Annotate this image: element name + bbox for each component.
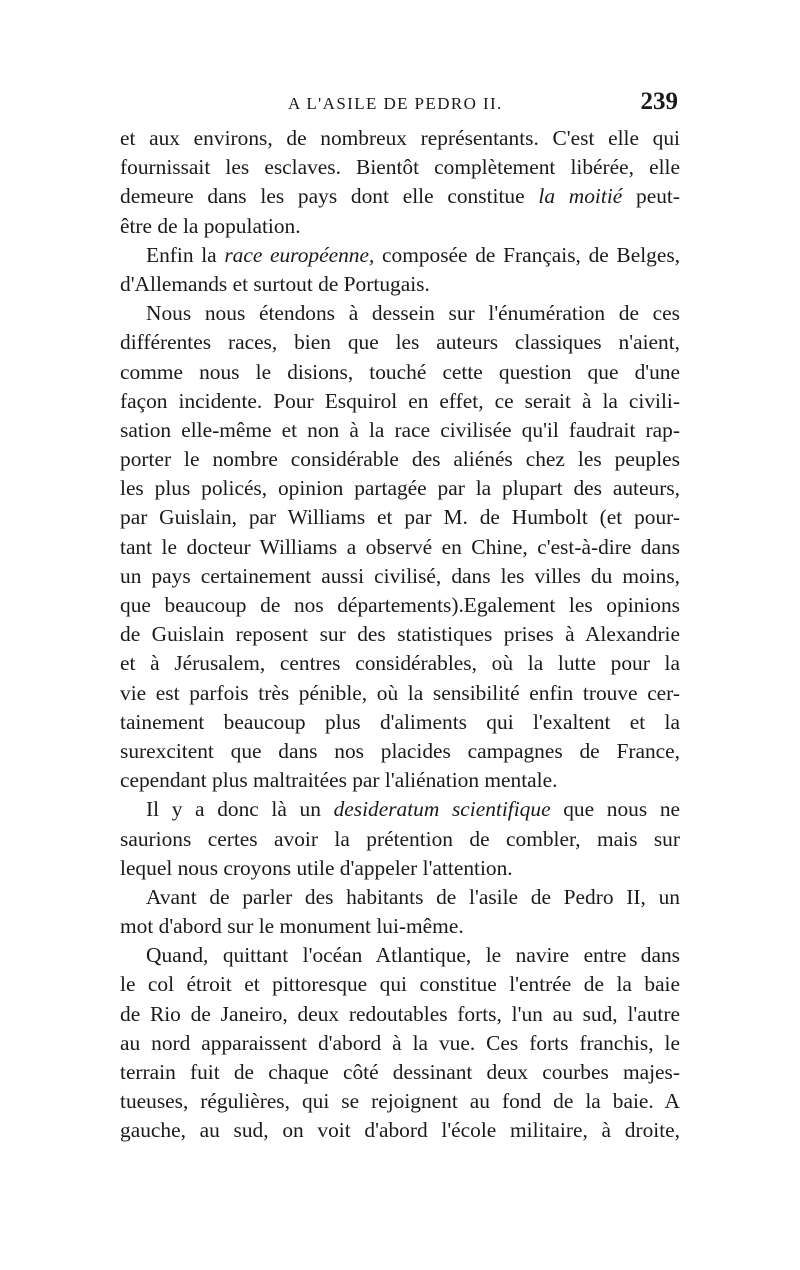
text-run: demeure dans les pays dont elle constitue — [120, 184, 539, 209]
text-run: différentes races, bien que les auteurs classiques n'aient, — [120, 330, 680, 355]
text-run: lequel nous croyons utile d'appeler l'attention. — [120, 855, 513, 880]
text-run: Enfin la — [146, 242, 225, 267]
text-run: et aux environs, de nombreux représentants. C'est elle qui — [120, 126, 680, 150]
text-line — [120, 620, 680, 649]
text-run: fournissait les esclaves. Bientôt complètement libérée, elle — [120, 155, 680, 180]
text-run: par Guislain, par Williams et par M. de Humbolt (et pour- — [120, 505, 680, 530]
text-run: tant le docteur Williams a observé en Chine, c'est-à-dire dans — [120, 534, 680, 559]
text-run: sation elle-même et non à la race civilisée qu'il faudrait rap- — [120, 417, 680, 442]
text-run: gauche, au sud, on voit d'abord l'école militaire, à droite, — [120, 1118, 680, 1143]
italic-run: la moitié — [538, 184, 623, 209]
text-line — [120, 182, 680, 211]
text-line — [120, 679, 680, 708]
text-run: tainement beaucoup plus d'aliments qui l'exaltent et la — [120, 709, 680, 734]
text-line — [120, 912, 680, 941]
text-run: façon incidente. Pour Esquirol en effet, ce serait à la civili- — [120, 388, 680, 413]
text-line — [120, 1058, 680, 1087]
text-run: d'Allemands et surtout de Portugais. — [120, 271, 430, 296]
text-line — [120, 766, 680, 795]
text-line — [120, 387, 680, 416]
running-title: A L'ASILE DE PEDRO II. — [288, 94, 503, 113]
text-line — [120, 416, 680, 445]
text-run: terrain fuit de chaque côté dessinant deux courbes majes- — [120, 1060, 680, 1084]
text-line — [120, 1087, 680, 1116]
text-line — [120, 1000, 680, 1029]
text-line — [120, 241, 680, 270]
text-run: surexcitent que dans nos placides campagnes de France, — [120, 738, 680, 763]
text-line — [120, 883, 680, 912]
text-run: les plus policés, opinion partagée par la plupart des auteurs, — [120, 476, 680, 501]
italic-run: desideratum scientifique — [333, 797, 551, 822]
text-line — [120, 299, 680, 328]
text-line — [120, 533, 680, 562]
text-line — [120, 1116, 680, 1145]
text-line — [120, 328, 680, 357]
text-run: un pays certainement aussi civilisé, dans les villes du moins, — [120, 563, 680, 588]
text-line — [120, 562, 680, 591]
text-run: Nous nous étendons à dessein sur l'énumération de ces — [146, 301, 680, 326]
text-run: Quand, quittant l'océan Atlantique, le navire entre dans — [146, 943, 680, 968]
text-line — [120, 503, 680, 532]
text-run: saurions certes avoir la prétention de combler, mais sur — [120, 826, 680, 851]
text-run: Avant de parler des habitants de l'asile de Pedro II, un — [146, 884, 680, 909]
text-line — [120, 737, 680, 766]
text-run: que nous ne — [550, 797, 680, 822]
text-line — [120, 591, 680, 620]
text-run: comme nous le disions, touché cette question que d'une — [120, 359, 680, 384]
text-line — [120, 708, 680, 737]
italic-run: race européenne, — [224, 242, 375, 267]
text-line — [120, 358, 680, 387]
page-number: 239 — [640, 88, 678, 115]
text-run: le col étroit et pittoresque qui constitue l'entrée de la baie — [120, 972, 680, 997]
text-line — [120, 212, 680, 241]
text-line — [120, 153, 680, 182]
text-line — [120, 270, 680, 299]
text-line — [120, 825, 680, 854]
text-run: composée de Français, de Belges, — [374, 242, 680, 267]
text-run: vie est parfois très pénible, où la sensibilité enfin trouve cer- — [120, 680, 680, 705]
text-run: tueuses, régulières, qui se rejoignent au fond de la baie. A — [120, 1089, 680, 1114]
text-line — [120, 445, 680, 474]
text-run: porter le nombre considérable des aliénés chez les peuples — [120, 447, 680, 472]
text-run: que beaucoup de nos départements).Egalement les opinions — [120, 593, 680, 617]
text-line — [120, 854, 680, 883]
text-run: au nord apparaissent d'abord à la vue. Ces forts franchis, le — [120, 1030, 680, 1055]
body-text — [120, 124, 680, 1146]
text-run: de Rio de Janeiro, deux redoutables forts, l'un au sud, l'autre — [120, 1001, 680, 1026]
text-line — [120, 795, 680, 824]
text-run: peut- — [622, 184, 680, 209]
running-head — [120, 88, 680, 124]
text-run: et à Jérusalem, centres considérables, où la lutte pour la — [120, 651, 680, 676]
text-run: Il y a donc là un — [146, 797, 334, 822]
text-run: mot d'abord sur le monument lui-même. — [120, 914, 464, 939]
text-line — [120, 124, 680, 153]
text-line — [120, 1029, 680, 1058]
text-run: de Guislain reposent sur des statistiques prises à Alexandrie — [120, 622, 680, 647]
text-line — [120, 474, 680, 503]
text-line — [120, 970, 680, 999]
text-run: être de la population. — [120, 213, 301, 238]
text-run: cependant plus maltraitées par l'aliénation mentale. — [120, 768, 558, 793]
text-line — [120, 941, 680, 970]
text-line — [120, 649, 680, 678]
